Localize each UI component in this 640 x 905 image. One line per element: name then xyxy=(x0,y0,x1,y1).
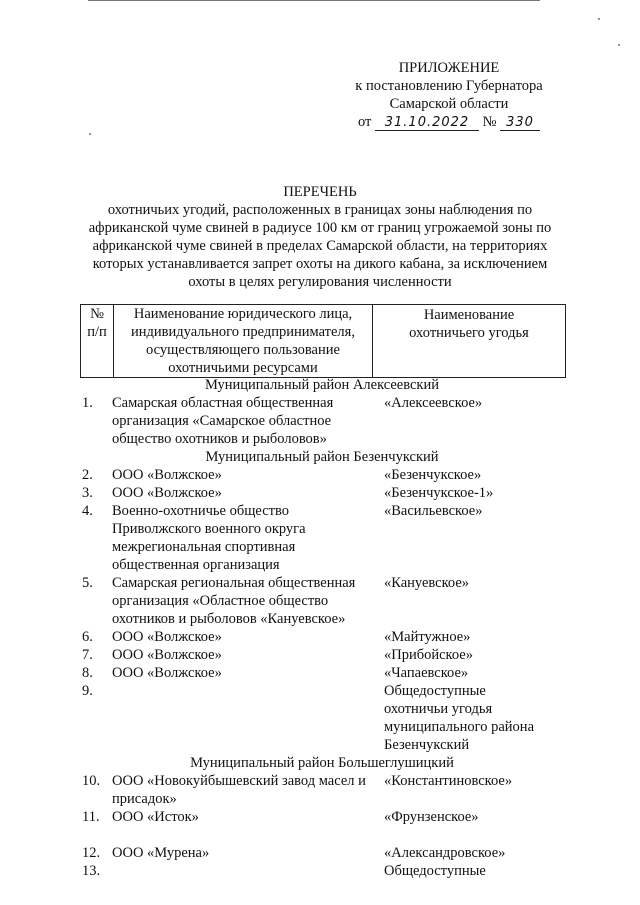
heading-title: ПЕРЕЧЕНЬ xyxy=(283,184,357,200)
org-line: ООО «Волжское» xyxy=(112,629,222,645)
header-org-line: индивидуального предпринимателя, xyxy=(131,324,355,340)
row-hunting-ground xyxy=(384,484,493,502)
section-title: Муниципальный район Большеглушицкий xyxy=(190,755,454,771)
row-organization xyxy=(112,574,372,628)
table-row xyxy=(82,646,562,664)
table-row xyxy=(82,502,562,574)
heading-line: африканской чуме свиней в радиусе 100 км от границ угрожаемой зоны по xyxy=(88,220,552,236)
row-number: 5. xyxy=(82,575,93,591)
row-organization xyxy=(112,646,372,664)
hunt-line: «Фрунзенское» xyxy=(384,809,479,825)
hunt-line: Общедоступные xyxy=(384,863,486,879)
org-line: общественная организация xyxy=(112,557,280,573)
heading-text xyxy=(82,201,558,291)
hunt-line: «Алексеевское» xyxy=(384,395,483,411)
row-number: 7. xyxy=(82,647,93,663)
table-row xyxy=(82,628,562,646)
table-row xyxy=(82,574,562,628)
org-line: Самарская областная общественная xyxy=(112,395,334,411)
appendix-date-line xyxy=(344,113,554,131)
header-hunt-line: Наименование xyxy=(423,307,515,323)
table-row xyxy=(82,664,562,682)
hunt-line: «Безенчукское-1» xyxy=(384,485,494,501)
heading-line: охотничьих угодий, расположенных в границах зоны наблюдения по xyxy=(107,202,533,218)
table-row xyxy=(82,808,562,844)
hunt-line: муниципального района xyxy=(384,719,534,735)
appendix-line-2: к постановлению Губернатора xyxy=(355,78,543,94)
hunt-line: Общедоступные xyxy=(384,683,486,699)
org-line: межрегиональная спортивная xyxy=(112,539,296,555)
top-edge-line xyxy=(88,0,540,1)
row-organization xyxy=(112,844,372,862)
table-row xyxy=(82,862,562,880)
row-organization xyxy=(112,394,372,448)
org-line: ООО «Волжское» xyxy=(112,485,222,501)
number-prefix: № xyxy=(482,114,497,130)
scan-speck xyxy=(618,44,620,46)
table-row xyxy=(82,484,562,502)
org-line: ООО «Волжское» xyxy=(112,665,222,681)
header-org-line: охотничьими ресурсами xyxy=(168,360,318,376)
hunt-line: «Прибойское» xyxy=(384,647,473,663)
header-org-line: осуществляющего пользование xyxy=(146,342,340,358)
org-line: охотников и рыболовов «Кануевское» xyxy=(112,611,346,627)
header-num-line: № xyxy=(90,306,104,322)
date-prefix: от xyxy=(357,114,372,130)
org-line: ООО «Волжское» xyxy=(112,467,222,483)
row-hunting-ground xyxy=(384,502,482,520)
hunt-line: «Кануевское» xyxy=(384,575,470,591)
org-line: общество охотников и рыболовов» xyxy=(112,431,327,447)
table-row xyxy=(82,394,562,448)
row-hunting-ground xyxy=(384,574,469,592)
row-organization xyxy=(112,628,372,646)
table-header xyxy=(80,304,566,378)
hunt-line: «Константиновское» xyxy=(384,773,513,789)
section-title: Муниципальный район Алексеевский xyxy=(204,377,440,393)
row-hunting-ground xyxy=(384,844,505,862)
hunt-line: охотничьи угодья xyxy=(384,701,493,717)
header-num-line: п/п xyxy=(87,324,107,340)
hunt-line: Безенчукский xyxy=(384,737,470,753)
org-line: организация «Самарское областное xyxy=(112,413,332,429)
row-hunting-ground xyxy=(384,772,512,790)
appendix-block xyxy=(344,59,554,131)
row-hunting-ground xyxy=(384,646,473,664)
table-row xyxy=(82,682,562,754)
header-org-line: Наименование юридического лица, xyxy=(133,306,353,322)
appendix-title: ПРИЛОЖЕНИЕ xyxy=(398,60,500,76)
org-line: Самарская региональная общественная xyxy=(112,575,356,591)
org-line: ООО «Новокуйбышевский завод масел и xyxy=(112,773,366,789)
row-number: 4. xyxy=(82,503,93,519)
row-number: 2. xyxy=(82,467,93,483)
heading-line: африканской чуме свиней в пределах Самарской области, на территориях xyxy=(92,238,548,254)
heading-line: которых устанавливается запрет охоты на дикого кабана, за исключением xyxy=(92,256,548,272)
header-hunt-line: охотничьего угодья xyxy=(409,325,529,341)
row-number: 9. xyxy=(82,683,93,699)
row-organization xyxy=(112,664,372,682)
scan-speck xyxy=(598,18,600,20)
row-organization xyxy=(112,502,372,574)
org-line: Приволжского военного округа xyxy=(112,521,306,537)
section-title: Муниципальный район Безенчукский xyxy=(205,449,439,465)
row-number: 6. xyxy=(82,629,93,645)
row-number: 8. xyxy=(82,665,93,681)
header-hunt-cell xyxy=(373,305,566,378)
scan-speck xyxy=(89,133,91,135)
org-line: ООО «Исток» xyxy=(112,809,199,825)
heading-line: охоты в целях регулирования численности xyxy=(188,274,452,290)
table-row xyxy=(82,772,562,808)
table-body xyxy=(82,376,562,880)
row-hunting-ground xyxy=(384,862,486,880)
row-number: 12. xyxy=(82,845,101,861)
row-organization xyxy=(112,484,372,502)
table-row xyxy=(82,844,562,862)
date-value: 31.10.2022 xyxy=(375,116,479,131)
row-number: 13. xyxy=(82,863,101,879)
org-line: ООО «Волжское» xyxy=(112,647,222,663)
hunt-line: «Майтужное» xyxy=(384,629,471,645)
hunt-line: «Чапаевское» xyxy=(384,665,469,681)
row-hunting-ground xyxy=(384,664,468,682)
row-hunting-ground xyxy=(384,394,482,412)
appendix-line-3: Самарской области xyxy=(389,96,509,112)
header-org-cell xyxy=(114,305,373,378)
row-hunting-ground xyxy=(384,466,481,484)
org-line: Военно-охотничье общество xyxy=(112,503,289,519)
org-line: ООО «Мурена» xyxy=(112,845,210,861)
org-line: присадок» xyxy=(112,791,177,807)
row-hunting-ground xyxy=(384,682,534,754)
row-number: 1. xyxy=(82,395,93,411)
row-organization xyxy=(112,808,372,826)
hunt-line: «Александровское» xyxy=(384,845,506,861)
table-row xyxy=(82,466,562,484)
row-organization xyxy=(112,466,372,484)
row-number: 11. xyxy=(82,809,100,825)
row-organization xyxy=(112,772,372,808)
row-number: 10. xyxy=(82,773,101,789)
row-hunting-ground xyxy=(384,808,479,826)
hunt-line: «Васильевское» xyxy=(384,503,483,519)
hunt-line: «Безенчукское» xyxy=(384,467,482,483)
number-value: 330 xyxy=(500,116,540,131)
row-hunting-ground xyxy=(384,628,470,646)
org-line: организация «Областное общество xyxy=(112,593,329,609)
row-number: 3. xyxy=(82,485,93,501)
header-num-cell xyxy=(81,305,114,378)
document-heading xyxy=(82,183,558,291)
